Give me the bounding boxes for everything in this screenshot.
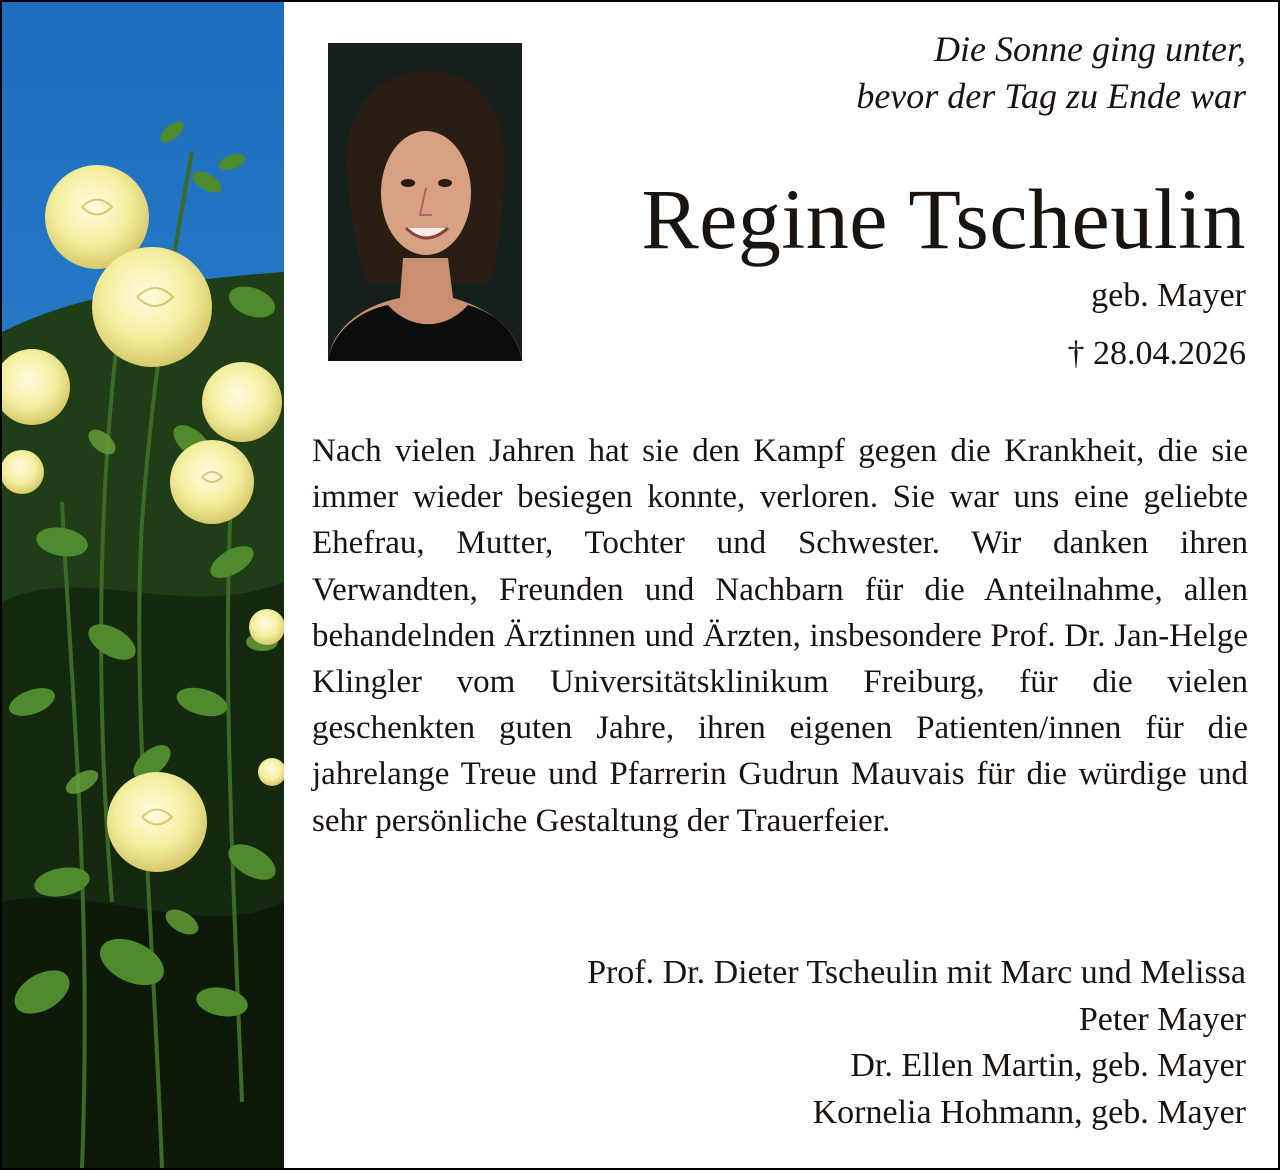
deceased-name: Regine Tscheulin: [641, 171, 1246, 267]
signer: Kornelia Hohmann, geb. Mayer: [812, 1093, 1246, 1131]
portrait-photo: [328, 43, 522, 361]
signers-list: [587, 950, 1246, 1136]
roses-image: [2, 2, 284, 1168]
signer: Dr. Ellen Martin, geb. Mayer: [850, 1047, 1246, 1084]
motto: [856, 26, 1246, 120]
signer: Peter Mayer: [1078, 1000, 1246, 1038]
message-paragraph: Nach vielen Jahren hat sie den Kampf gegen die Krankheit, die sie immer wieder besiegen konnte, verloren. Sie war uns eine geliebte Ehefrau, Mutter, Tochter und Schwester. Wir danken ihren Verwandten, Freunden und Nachbarn für die Anteilnahme, allen behandelnden Ärztinnen und Ärzten, insbesondere Prof. Dr. Jan-Helge Klingler vom Universitätsklinikum Freiburg, für die vielen geschenkten guten Jahre, ihren eigenen Patienten/innen für die jahrelange Treue und Pfarrerin Gudrun Mauvais für die würdige und sehr persönliche Gestaltung der Trauerfeier.: [312, 433, 1248, 839]
signer: Prof. Dr. Dieter Tscheulin mit Marc und Melissa: [587, 954, 1246, 991]
birth-name: geb. Mayer: [1091, 277, 1246, 314]
motto-line-2: bevor der Tag zu Ende war: [856, 76, 1246, 116]
death-date: † 28.04.2026: [1067, 335, 1246, 372]
motto-line-1: Die Sonne ging unter,: [934, 29, 1246, 69]
